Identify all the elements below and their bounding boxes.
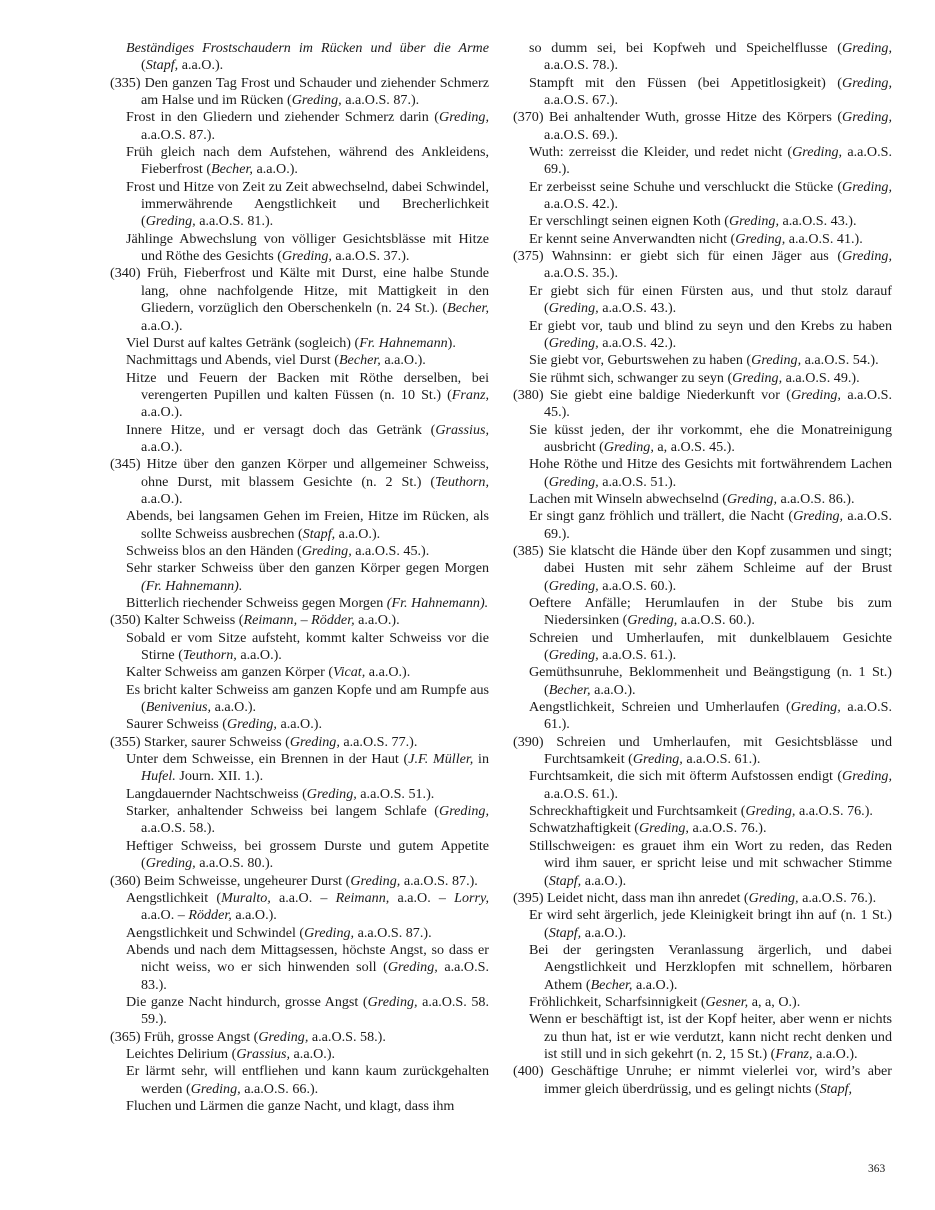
- symptom-entry: Innere Hitze, und er versagt doch das Getränk (Grassius, a.a.O.).: [126, 421, 489, 455]
- symptom-entry: Bei der geringsten Veranlassung ärgerlich, und dabei Aengstlichkeit und Herzklopfen mit schnellem, hörbaren Athem (Becher, a.a.O.).: [529, 941, 892, 993]
- symptom-entry: Jählinge Abwechslung von völliger Gesichtsblässe mit Hitze und Röthe des Gesichts (Greding, a.a.O.S. 37.).: [126, 230, 489, 265]
- symptom-entry: Aengstlichkeit, Schreien und Umherlaufen (Greding, a.a.O.S. 61.).: [529, 699, 892, 733]
- symptom-entry: Die ganze Nacht hindurch, grosse Angst (Greding, a.a.O.S. 58. 59.).: [126, 993, 489, 1028]
- symptom-entry: (390) Schreien und Umherlaufen, mit Gesichtsblässe und Furchtsamkeit (Greding, a.a.O.S. 61.).: [513, 733, 892, 768]
- symptom-entry: Sehr starker Schweiss über den ganzen Körper gegen Morgen (Fr. Hahnemann).: [126, 560, 489, 594]
- symptom-entry: (370) Bei anhaltender Wuth, grosse Hitze des Körpers (Greding, a.a.O.S. 69.).: [513, 109, 892, 143]
- symptom-entry: Aengstlichkeit (Muralto, a.a.O. – Reimann, a.a.O. – Lorry, a.a.O. – Rödder, a.a.O.).: [126, 889, 489, 924]
- symptom-entry: (345) Hitze über den ganzen Körper und allgemeiner Schweiss, ohne Durst, mit blassem Gesichte (n. 2 St.) (Teuthorn, a.a.O.).: [110, 456, 489, 507]
- symptom-entry: Oeftere Anfälle; Herumlaufen in der Stube bis zum Niedersinken (Greding, a.a.O.S. 60.).: [529, 595, 892, 629]
- symptom-entry: Er giebt sich für einen Fürsten aus, und thut stolz darauf (Greding, a.a.O.S. 43.).: [529, 282, 892, 317]
- right-column: [513, 40, 892, 1098]
- symptom-entry: Er verschlingt seinen eignen Koth (Greding, a.a.O.S. 43.).: [529, 213, 857, 230]
- symptom-entry: Furchtsamkeit, die sich mit öfterm Aufstossen endigt (Greding, a.a.O.S. 61.).: [529, 768, 892, 802]
- left-column: [110, 40, 489, 1115]
- symptom-entry: Wenn er beschäftigt ist, ist der Kopf heiter, aber wenn er nichts zu thun hat, ist er wie verdutzt, kann nicht recht denken und ist still und in sich gekehrt (n. 2, 15 St.) (Franz, a.a.O.).: [529, 1011, 892, 1062]
- symptom-entry: Unter dem Schweisse, ein Brennen in der Haut (J.F. Müller, in Hufel. Journ. XII. 1.).: [126, 751, 490, 785]
- page-number: 363: [868, 1163, 886, 1175]
- symptom-entry: Sie küsst jeden, der ihr vorkommt, ehe die Monatreinigung ausbricht (Greding, a, a.O.S. 45.).: [529, 421, 892, 455]
- symptom-entry: Schwatzhaftigkeit (Greding, a.a.O.S. 76.).: [529, 820, 767, 837]
- symptom-entry: Stampft mit den Füssen (bei Appetitlosigkeit) (Greding, a.a.O.S. 67.).: [529, 74, 892, 109]
- symptom-entry: Sobald er vom Sitze aufsteht, kommt kalter Schweiss vor die Stirne (Teuthorn, a.a.O.).: [126, 629, 489, 664]
- symptom-entry: Er kennt seine Anverwandten nicht (Greding, a.a.O.S. 41.).: [529, 230, 863, 247]
- symptom-entry: Langdauernder Nachtschweiss (Greding, a.a.O.S. 51.).: [126, 785, 435, 802]
- symptom-entry: Frost in den Gliedern und ziehender Schmerz darin (Greding, a.a.O.S. 87.).: [126, 109, 489, 143]
- symptom-entry: Kalter Schweiss am ganzen Körper (Vicat, a.a.O.).: [126, 664, 411, 681]
- symptom-entry: Sie rühmt sich, schwanger zu seyn (Greding, a.a.O.S. 49.).: [529, 369, 860, 386]
- symptom-entry: (365) Früh, grosse Angst (Greding, a.a.O.S. 58.).: [110, 1028, 386, 1045]
- symptom-entry: (350) Kalter Schweiss (Reimann, – Rödder, a.a.O.).: [110, 612, 400, 629]
- symptom-entry: (400) Geschäftige Unruhe; er nimmt vielerlei vor, wird’s aber immer gleich überdrüssig, und es gelingt nichts (Stapf,: [513, 1063, 892, 1097]
- symptom-entry: Schreien und Umherlaufen, mit dunkelblauem Gesichte (Greding, a.a.O.S. 61.).: [529, 629, 892, 664]
- symptom-entry: Schreckhaftigkeit und Furchtsamkeit (Greding, a.a.O.S. 76.).: [529, 803, 873, 820]
- symptom-entry: Er singt ganz fröhlich und trällert, die Nacht (Greding, a.a.O.S. 69.).: [529, 508, 892, 542]
- symptom-entry: Hitze und Feuern der Backen mit Röthe derselben, bei verengerten Pupillen und kalten Füssen (n. 10 St.) (Franz, a.a.O.).: [126, 369, 489, 421]
- symptom-entry: Er wird seht ärgerlich, jede Kleinigkeit bringt ihn auf (n. 1 St.) (Stapf, a.a.O.).: [529, 907, 892, 941]
- symptom-entry: Frost und Hitze von Zeit zu Zeit abwechselnd, dabei Schwindel, immerwährende Aengstlichkeit und Brecherlichkeit (Greding, a.a.O.S. 81.).: [126, 178, 489, 230]
- symptom-entry: Hohe Röthe und Hitze des Gesichts mit fortwährendem Lachen (Greding, a.a.O.S. 51.).: [529, 456, 892, 490]
- symptom-entry: Heftiger Schweiss, bei grossem Durste und gutem Appetite (Greding, a.a.O.S. 80.).: [126, 837, 489, 872]
- symptom-entry: Lachen mit Winseln abwechselnd (Greding, a.a.O.S. 86.).: [529, 490, 855, 507]
- symptom-entry: Bitterlich riechender Schweiss gegen Morgen (Fr. Hahnemann).: [126, 595, 489, 611]
- symptom-entry: Abends und nach dem Mittagsessen, höchste Angst, so dass er nicht weiss, wo er sich hinwenden soll (Greding, a.a.O.S. 83.).: [126, 941, 489, 993]
- symptom-entry: Stillschweigen: es grauet ihm ein Wort zu reden, das Reden wird ihm sauer, er spricht leise und mit schwacher Stimme (Stapf, a.a.O.).: [529, 837, 892, 889]
- symptom-entry: (355) Starker, saurer Schweiss (Greding, a.a.O.S. 77.).: [110, 733, 418, 750]
- symptom-entry: Er zerbeisst seine Schuhe und verschluckt die Stücke (Greding, a.a.O.S. 42.).: [529, 178, 892, 213]
- symptom-entry: Fröhlichkeit, Scharfsinnigkeit (Gesner, a, a, O.).: [529, 993, 801, 1010]
- symptom-entry: Beständiges Frostschaudern im Rücken und über die Arme (Stapf, a.a.O.).: [126, 40, 489, 74]
- symptom-entry: Gemüthsunruhe, Beklommenheit und Beängstigung (n. 1 St.) (Becher, a.a.O.).: [529, 664, 892, 698]
- symptom-entry: Leichtes Delirium (Grassius, a.a.O.).: [126, 1045, 336, 1062]
- symptom-entry: Es bricht kalter Schweiss am ganzen Kopfe und am Rumpfe aus (Benivenius, a.a.O.).: [126, 681, 489, 716]
- symptom-entry: (395) Leidet nicht, dass man ihn anredet (Greding, a.a.O.S. 76.).: [513, 889, 877, 906]
- symptom-entry: (375) Wahnsinn: er giebt sich für einen Jäger aus (Greding, a.a.O.S. 35.).: [513, 248, 892, 282]
- symptom-entry: (335) Den ganzen Tag Frost und Schauder und ziehender Schmerz am Halse und im Rücken (Greding, a.a.O.S. 87.).: [110, 74, 489, 109]
- symptom-entry: (340) Früh, Fieberfrost und Kälte mit Durst, eine halbe Stunde lang, ohne nachfolgende Hitze, mit Mattigkeit in den Gliedern, vorzüglich den Oberschenkeln (n. 24 St.). (Becher, a.a.O.).: [110, 265, 489, 334]
- symptom-entry: Viel Durst auf kaltes Getränk (sogleich) (Fr. Hahnemann).: [126, 334, 456, 351]
- symptom-entry: Starker, anhaltender Schweiss bei langem Schlafe (Greding, a.a.O.S. 58.).: [126, 803, 489, 837]
- symptom-entry: Abends, bei langsamen Gehen im Freien, Hitze im Rücken, als sollte Schweiss ausbrechen (Stapf, a.a.O.).: [126, 508, 489, 542]
- symptom-entry: Schweiss blos an den Händen (Greding, a.a.O.S. 45.).: [126, 542, 430, 559]
- symptom-entry: (360) Beim Schweisse, ungeheurer Durst (Greding, a.a.O.S. 87.).: [110, 872, 478, 889]
- symptom-entry: Wuth: zerreisst die Kleider, und redet nicht (Greding, a.a.O.S. 69.).: [529, 144, 892, 178]
- symptom-entry: Nachmittags und Abends, viel Durst (Becher, a.a.O.).: [126, 352, 426, 369]
- symptom-entry: Sie giebt vor, Geburtswehen zu haben (Greding, a.a.O.S. 54.).: [529, 352, 879, 369]
- symptom-entry: Er giebt vor, taub und blind zu seyn und den Krebs zu haben (Greding, a.a.O.S. 42.).: [529, 317, 892, 351]
- symptom-entry: (380) Sie giebt eine baldige Niederkunft vor (Greding, a.a.O.S. 45.).: [513, 386, 892, 421]
- symptom-entry: Saurer Schweiss (Greding, a.a.O.).: [126, 716, 322, 733]
- symptom-entry: (385) Sie klatscht die Hände über den Kopf zusammen und singt; dabei Husten mit sehr zähem Schleime auf der Brust (Greding, a.a.O.S. 60.).: [513, 542, 892, 594]
- symptom-entry: Fluchen und Lärmen die ganze Nacht, und klagt, dass ihm: [126, 1097, 455, 1114]
- symptom-entry: Er lärmt sehr, will entfliehen und kann kaum zurückgehalten werden (Greding, a.a.O.S. 66.).: [126, 1063, 489, 1097]
- symptom-entry: Aengstlichkeit und Schwindel (Greding, a.a.O.S. 87.).: [126, 924, 432, 941]
- symptom-entry: so dumm sei, bei Kopfweh und Speichelflusse (Greding, a.a.O.S. 78.).: [529, 40, 892, 74]
- symptom-entry: Früh gleich nach dem Aufstehen, während des Ankleidens, Fieberfrost (Becher, a.a.O.).: [126, 144, 489, 178]
